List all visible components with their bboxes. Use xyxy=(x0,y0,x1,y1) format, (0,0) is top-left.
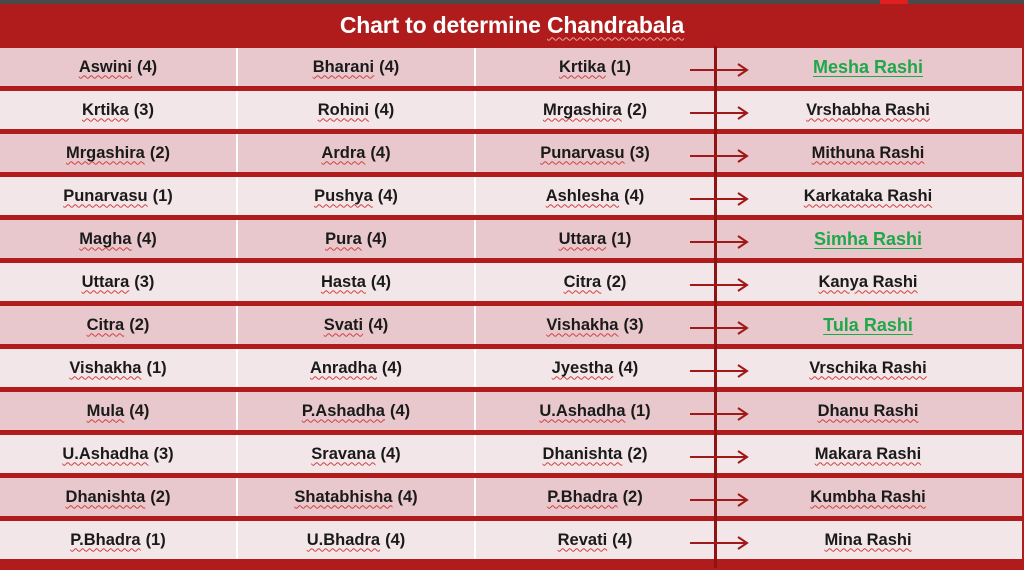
title-highlight: Chandrabala xyxy=(546,11,685,38)
nakshatra-name: Punarvasu xyxy=(63,186,148,205)
nakshatra-cell xyxy=(0,134,238,172)
nakshatra-cell xyxy=(238,177,476,215)
nakshatra-cell xyxy=(476,134,714,172)
arrow-icon xyxy=(690,191,750,207)
nakshatra-cell xyxy=(0,177,238,215)
arrow-icon xyxy=(690,234,750,250)
table-row xyxy=(0,478,1024,516)
pada-count: (4) xyxy=(618,358,639,377)
nakshatra-cell xyxy=(476,91,714,129)
arrow-icon xyxy=(690,277,750,293)
pada-count: (4) xyxy=(370,143,391,162)
nakshatra-cell xyxy=(238,392,476,430)
pada-count: (1) xyxy=(152,186,173,205)
rashi-name: Simha Rashi xyxy=(813,228,923,249)
nakshatra-cell xyxy=(0,349,238,387)
arrow-icon xyxy=(690,492,750,508)
rashi-cell xyxy=(714,91,1022,129)
nakshatra-cell xyxy=(0,392,238,430)
nakshatra-name: Punarvasu xyxy=(540,143,625,162)
nakshatra-name: Rohini xyxy=(317,100,370,119)
rashi-cell xyxy=(714,134,1022,172)
nakshatra-name: Mrgashira xyxy=(542,100,622,119)
nakshatra-name: P.Bhadra xyxy=(547,487,618,506)
pada-count: (4) xyxy=(385,530,406,549)
nakshatra-cell xyxy=(476,263,714,301)
rashi-name: Kanya Rashi xyxy=(818,272,918,291)
nakshatra-name: Pura xyxy=(325,229,362,248)
pada-count: (2) xyxy=(150,487,171,506)
table-row xyxy=(0,435,1024,473)
nakshatra-name: Hasta xyxy=(320,272,366,291)
rashi-name: Kumbha Rashi xyxy=(810,487,926,506)
rashi-name: Mina Rashi xyxy=(824,530,912,549)
table-row xyxy=(0,220,1024,258)
nakshatra-cell xyxy=(238,521,476,559)
nakshatra-name: U.Ashadha xyxy=(539,401,626,420)
table-row xyxy=(0,263,1024,301)
pada-count: (4) xyxy=(379,57,400,76)
rashi-cell xyxy=(714,306,1022,344)
nakshatra-cell xyxy=(476,478,714,516)
table-row xyxy=(0,392,1024,430)
nakshatra-name: Shatabhisha xyxy=(294,487,393,506)
nakshatra-cell xyxy=(476,220,714,258)
nakshatra-cell xyxy=(238,91,476,129)
nakshatra-cell xyxy=(238,263,476,301)
pada-count: (4) xyxy=(370,272,392,291)
pada-count: (4) xyxy=(389,401,411,420)
nakshatra-name: U.Ashadha xyxy=(62,444,149,463)
pada-count: (1) xyxy=(611,229,632,248)
nakshatra-name: U.Bhadra xyxy=(306,530,381,549)
pada-count: (3) xyxy=(134,272,155,291)
nakshatra-cell xyxy=(476,48,714,86)
rashi-name: Vrshabha Rashi xyxy=(806,100,930,119)
arrow-icon xyxy=(690,363,750,379)
rashi-cell xyxy=(714,478,1022,516)
rashi-cell xyxy=(714,220,1022,258)
title-prefix: Chart to determine xyxy=(339,11,547,38)
pada-count: (4) xyxy=(612,530,633,549)
pada-count: (2) xyxy=(627,444,648,463)
pada-count: (4) xyxy=(366,229,387,248)
nakshatra-name: Ardra xyxy=(321,143,366,162)
nakshatra-cell xyxy=(238,48,476,86)
nakshatra-cell xyxy=(0,478,238,516)
nakshatra-name: Revati xyxy=(557,530,608,549)
nakshatra-cell xyxy=(476,435,714,473)
nakshatra-name: P.Ashadha xyxy=(301,401,385,420)
nakshatra-cell xyxy=(0,91,238,129)
rashi-name: Dhanu Rashi xyxy=(817,401,919,420)
nakshatra-cell xyxy=(476,306,714,344)
rashi-name: Mithuna Rashi xyxy=(811,143,925,162)
pada-count: (4) xyxy=(136,229,157,248)
pada-count: (4) xyxy=(381,358,403,377)
nakshatra-name: Magha xyxy=(79,229,132,248)
nakshatra-cell xyxy=(476,392,714,430)
arrow-icon xyxy=(690,535,750,551)
pada-count: (4) xyxy=(377,186,398,205)
nakshatra-cell xyxy=(476,177,714,215)
table-row xyxy=(0,521,1024,559)
rashi-cell xyxy=(714,263,1022,301)
arrow-icon xyxy=(690,320,750,336)
table-row xyxy=(0,48,1024,86)
rashi-cell xyxy=(714,521,1022,559)
nakshatra-name: Svati xyxy=(323,315,364,334)
nakshatra-name: Anradha xyxy=(309,358,377,377)
nakshatra-name: Pushya xyxy=(314,186,373,205)
nakshatra-name: P.Bhadra xyxy=(70,530,141,549)
pada-count: (4) xyxy=(137,57,158,76)
nakshatra-name: Vishakha xyxy=(69,358,142,377)
arrow-icon xyxy=(690,62,750,78)
arrow-icon xyxy=(690,449,750,465)
nakshatra-cell xyxy=(238,435,476,473)
nakshatra-name: Jyestha xyxy=(551,358,614,377)
pada-count: (4) xyxy=(368,315,389,334)
rashi-cell xyxy=(714,392,1022,430)
nakshatra-cell xyxy=(476,521,714,559)
nakshatra-cell xyxy=(0,220,238,258)
pada-count: (2) xyxy=(129,315,150,334)
pada-count: (2) xyxy=(622,487,643,506)
pada-count: (1) xyxy=(610,57,631,76)
nakshatra-cell xyxy=(0,521,238,559)
pada-count: (3) xyxy=(153,444,174,463)
pada-count: (4) xyxy=(374,100,395,119)
rashi-name: Vrschika Rashi xyxy=(809,358,927,377)
nakshatra-cell xyxy=(238,349,476,387)
nakshatra-name: Bharani xyxy=(312,57,375,76)
nakshatra-name: Vishakha xyxy=(546,315,619,334)
nakshatra-name: Mrgashira xyxy=(65,143,145,162)
table-row xyxy=(0,306,1024,344)
chandrabala-table xyxy=(0,46,1024,566)
pada-count: (4) xyxy=(129,401,150,420)
nakshatra-name: Krtika xyxy=(559,57,606,76)
rashi-name: Mesha Rashi xyxy=(812,56,924,77)
nakshatra-cell xyxy=(0,435,238,473)
arrow-icon xyxy=(690,148,750,164)
column-divider-line xyxy=(714,46,717,568)
pada-count: (2) xyxy=(149,143,171,162)
nakshatra-name: Sravana xyxy=(311,444,376,463)
nakshatra-name: Citra xyxy=(563,272,602,291)
nakshatra-name: Krtika xyxy=(82,100,129,119)
nakshatra-cell xyxy=(238,134,476,172)
pada-count: (4) xyxy=(380,444,401,463)
nakshatra-cell xyxy=(0,306,238,344)
nakshatra-name: Aswini xyxy=(78,57,132,76)
nakshatra-cell xyxy=(476,349,714,387)
table-row xyxy=(0,134,1024,172)
rashi-name: Tula Rashi xyxy=(823,314,913,335)
pada-count: (1) xyxy=(146,358,167,377)
rashi-cell xyxy=(714,177,1022,215)
arrow-icon xyxy=(690,406,750,422)
rashi-name: Karkataka Rashi xyxy=(803,186,933,205)
rashi-name: Makara Rashi xyxy=(814,444,922,463)
pada-count: (2) xyxy=(606,272,627,291)
nakshatra-cell xyxy=(238,478,476,516)
page-title xyxy=(0,4,1024,46)
rashi-cell xyxy=(714,435,1022,473)
nakshatra-cell xyxy=(238,220,476,258)
pada-count: (3) xyxy=(629,143,650,162)
pada-count: (1) xyxy=(630,401,651,420)
pada-count: (4) xyxy=(397,487,418,506)
table-row xyxy=(0,91,1024,129)
table-row xyxy=(0,349,1024,387)
nakshatra-cell xyxy=(0,263,238,301)
nakshatra-name: Mula xyxy=(86,401,125,420)
pada-count: (3) xyxy=(133,100,154,119)
arrow-icon xyxy=(690,105,750,121)
table-row xyxy=(0,177,1024,215)
nakshatra-name: Citra xyxy=(86,315,125,334)
nakshatra-name: Uttara xyxy=(81,272,130,291)
nakshatra-name: Dhanishta xyxy=(65,487,146,506)
pada-count: (4) xyxy=(624,186,645,205)
nakshatra-name: Uttara xyxy=(558,229,607,248)
rashi-cell xyxy=(714,48,1022,86)
nakshatra-name: Ashlesha xyxy=(545,186,620,205)
pada-count: (1) xyxy=(145,530,166,549)
nakshatra-cell xyxy=(238,306,476,344)
nakshatra-name: Dhanishta xyxy=(542,444,623,463)
pada-count: (2) xyxy=(626,100,648,119)
nakshatra-cell xyxy=(0,48,238,86)
pada-count: (3) xyxy=(623,315,644,334)
rashi-cell xyxy=(714,349,1022,387)
